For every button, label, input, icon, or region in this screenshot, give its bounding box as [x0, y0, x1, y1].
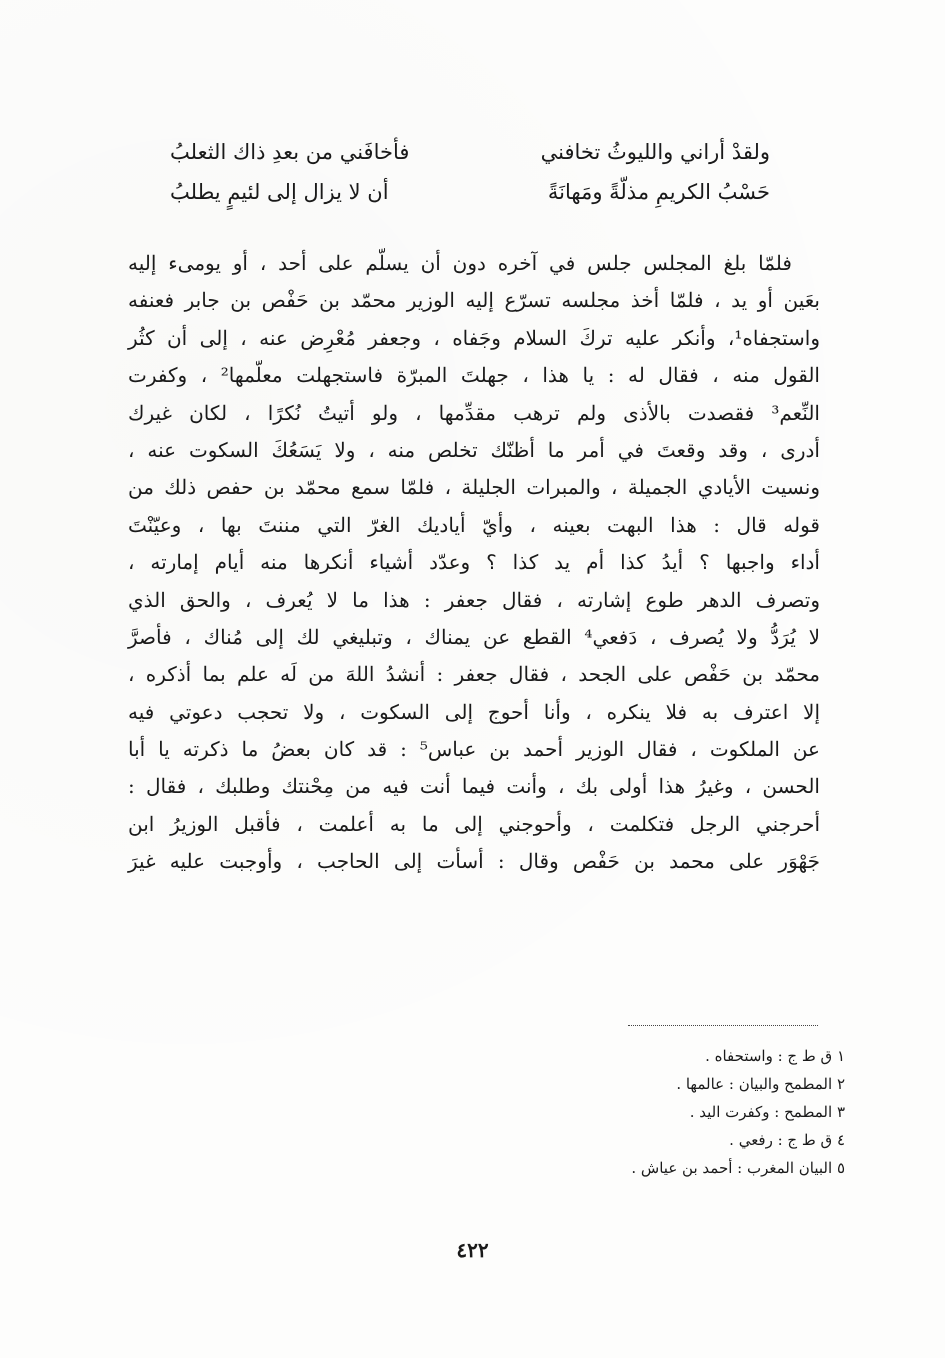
text-line: واستجفاه¹، وأنكر عليه تركَ السلام وجَفاه ، وجعفر مُعْرِض عنه ، إلى أن كثُر — [128, 325, 820, 350]
text-line: محمّد بن حَفْص على الجحد ، فقال جعفر : أنشدُ اللهَ من لَه علم بما أذكره ، — [128, 662, 820, 687]
poem-hemistich-second: فأخافَني من بعدِ ذاك الثعلبُ — [170, 140, 410, 164]
footnote: ٣ المطمح : وكفرت اليد . — [689, 1103, 845, 1121]
poem-hemistich-first: حَسْبُ الكريمِ مذلّةً ومَهانَةً — [547, 180, 770, 204]
text-line: أدرى ، وقد وقعتَ في أمر ما أظنّك تخلص منه ، ولا يَسَعُكَ السكوت عنه ، — [128, 437, 820, 462]
text-line: عن الملكوت ، فقال الوزير أحمد بن عباس⁵ : قد كان بعضُ ما ذكرته يا أبا — [128, 737, 820, 762]
poem-verse — [170, 172, 770, 212]
footnote: ٤ ق ط ج : رفعي . — [729, 1131, 845, 1149]
footnote: ٢ المطمح والبيان : عالمها . — [676, 1075, 845, 1093]
text-line: أحرجني الرجل فتكلمت ، وأحوجني إلى ما به أعلمت ، فأقبل الوزيرُ ابن — [128, 811, 820, 836]
text-line: قوله قال : هذا البهت بعينه ، وأيّ أياديك الغرّ التي مننتَ بها ، وعيّنْتَ — [128, 512, 820, 537]
footnote-separator — [628, 1025, 818, 1026]
poem-verse — [170, 132, 770, 172]
footnote: ١ ق ط ج : واستحفاه . — [705, 1047, 845, 1065]
poem-block — [170, 132, 770, 212]
poem-hemistich-second: أن لا يزال إلى لئيمٍ يطلبُ — [170, 180, 389, 204]
text-line: فلمّا بلغ المجلس جلس في آخره دون أن يسلّم على أحد ، أو يومىء إليه — [128, 251, 792, 275]
text-line: أداء واجبها ؟ أيدُ كذا أم يد كذا ؟ وعدّد أشياء أنكرها منه أيام إمارته ، — [128, 550, 820, 575]
text-line: النِّعم³ فقصدت بالأذى ولم ترهب مقدِّمها ، ولو أتيتُ نُكرًا ، لكان غيرك — [128, 400, 820, 425]
text-line: بعَين أو يد ، فلمّا أخذ مجلسه تسرّع إليه الوزير محمّد بن حَفْص بن جابر فعنفه — [128, 288, 820, 313]
poem-hemistich-first: ولقدْ أراني والليوثُ تخافني — [540, 140, 770, 164]
text-line: لا يُرَدُّ ولا يُصرف ، دَفعي⁴ القطع عن يمناك ، وتبليغي لك إلى مُناك ، فأصرَّ — [128, 624, 820, 649]
footnotes — [445, 1042, 845, 1182]
text-line: وتصرف الدهر طوع إشارته ، فقال جعفر : هذا ما لا يُعرف ، والحق الذي — [128, 587, 820, 612]
text-line: جَهْوَر على محمد بن حَفْص وقال : أسأت إلى الحاجب ، وأوجبت عليه غيرَ — [128, 849, 820, 874]
text-line: القول منه ، فقال له : يا هذا ، جهلتَ المبرّة فاستجهلت معلّمها² ، وكفرت — [128, 363, 820, 388]
body-text — [128, 245, 820, 881]
text-line: إلا اعترف به فلا ينكره ، وأنا أحوج إلى السكوت ، ولا تحجب دعوتي فيه — [128, 699, 820, 724]
footnote: ٥ البيان المغرب : أحمد بن عياش . — [631, 1159, 845, 1177]
text-line: الحسن ، وغيرُ هذا أولى بك ، وأنت فيما أنت فيه من مِحْنتك وطلبك ، فقال : — [128, 774, 820, 799]
text-line: ونسيت الأيادي الجميلة ، والمبرات الجليلة ، فلمّا سمع محمّد بن حفص ذلك من — [128, 475, 820, 500]
page-number: ٤٢٢ — [456, 1238, 489, 1262]
